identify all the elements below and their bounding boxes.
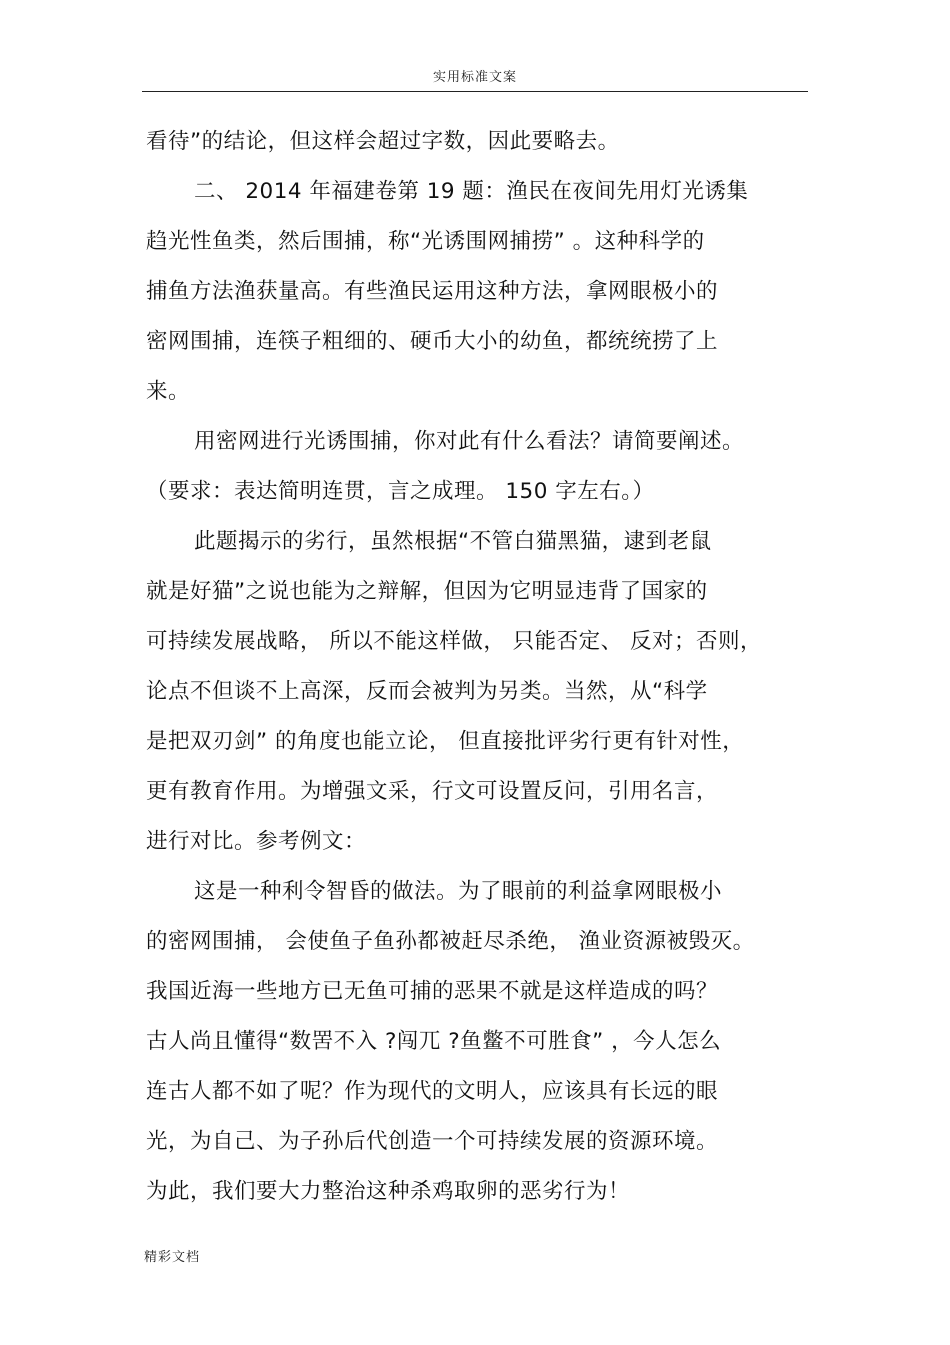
text-line: 是把双刃剑” 的角度也能立论， 但直接批评劣行更有针对性，: [146, 729, 745, 754]
text-line: 论点不但谈不上高深，反而会被判为另类。当然，从“科学: [146, 679, 708, 704]
header-divider: [142, 91, 808, 92]
text-line: 趋光性鱼类，然后围捕，称“光诱围网捕捞” 。这种科学的: [146, 229, 705, 254]
text-line: 二、 2014 年福建卷第 19 题：渔民在夜间先用灯光诱集: [194, 179, 749, 204]
page-footer: 精彩文档: [144, 1250, 201, 1265]
text-line: 为此，我们要大力整治这种杀鸡取卵的恶劣行为！: [146, 1179, 631, 1204]
text-line: 看待”的结论，但这样会超过字数，因此要略去。: [146, 129, 620, 154]
text-line: 此题揭示的劣行，虽然根据“不管白猫黑猫，逮到老鼠: [194, 529, 712, 554]
text-line: 来。: [146, 379, 191, 404]
text-line: 古人尚且懂得“数罟不入 ?闯兀 ?鱼鳖不可胜食” ，今人怎么: [146, 1029, 722, 1054]
text-line: 连古人都不如了呢？作为现代的文明人，应该具有长远的眼: [146, 1079, 719, 1104]
text-line: 用密网进行光诱围捕，你对此有什么看法？请简要阐述。: [194, 429, 745, 454]
text-line: 密网围捕，连筷子粗细的、硬币大小的幼鱼，都统统捞了上: [146, 329, 719, 354]
text-line: 就是好猫”之说也能为之辩解，但因为它明显违背了国家的: [146, 579, 708, 604]
text-line: 这是一种利令智昏的做法。为了眼前的利益拿网眼极小: [194, 879, 723, 904]
text-line: 进行对比。参考例文：: [146, 829, 367, 854]
body-text: [146, 122, 796, 1222]
text-line: 更有教育作用。为增强文采，行文可设置反问，引用名言，: [146, 779, 719, 804]
text-line: （要求：表达简明连贯，言之成理。 150 字左右。）: [146, 479, 655, 504]
text-line: 可持续发展战略， 所以不能这样做， 只能否定、 反对；否则，: [146, 629, 763, 654]
text-line: 捕鱼方法渔获量高。有些渔民运用这种方法，拿网眼极小的: [146, 279, 719, 304]
page-header: 实用标准文案: [432, 70, 517, 85]
text-line: 的密网围捕， 会使鱼子鱼孙都被赶尽杀绝， 渔业资源被毁灭。: [146, 929, 755, 954]
text-line: 我国近海一些地方已无鱼可捕的恶果不就是这样造成的吗？: [146, 979, 719, 1004]
text-line: 光，为自己、为子孙后代创造一个可持续发展的资源环境。: [146, 1129, 719, 1154]
